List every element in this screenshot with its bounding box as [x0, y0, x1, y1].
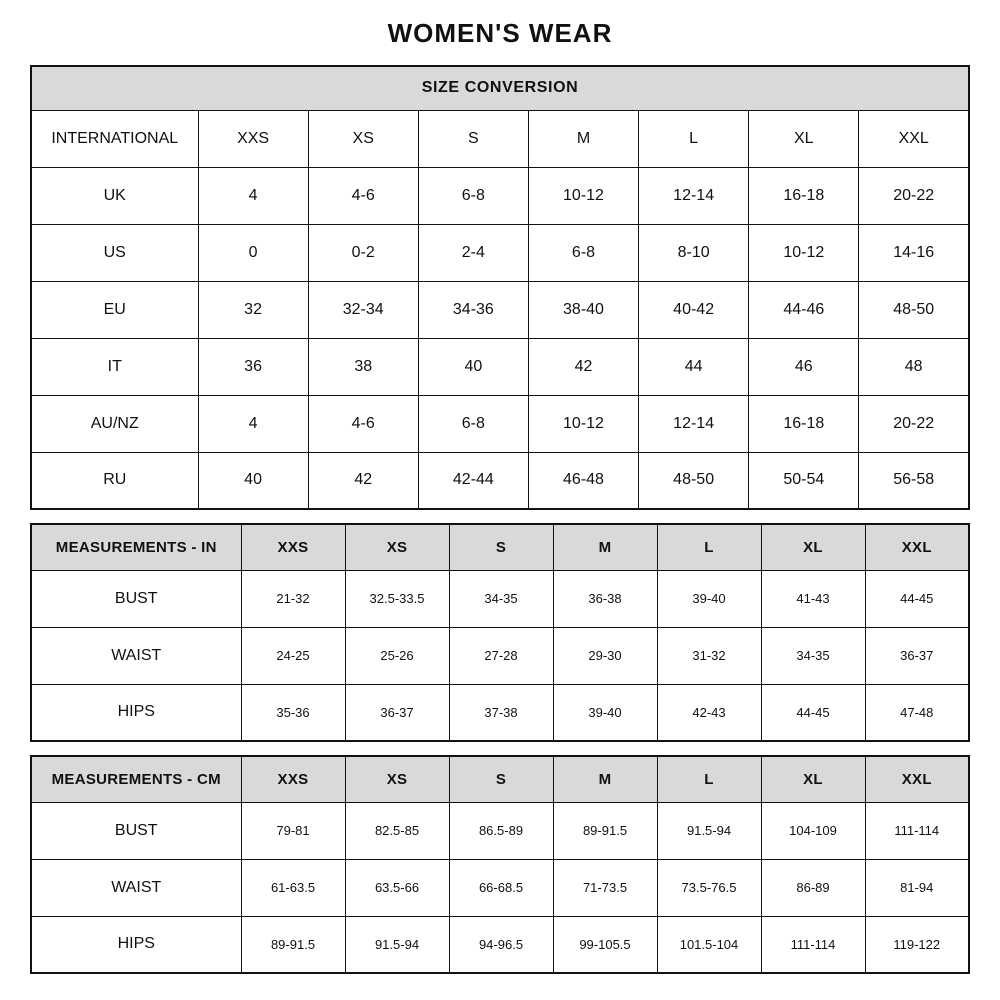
size-cell: 16-18 — [749, 395, 859, 452]
size-cell: 8-10 — [639, 224, 749, 281]
measurement-cell: 21-32 — [241, 570, 345, 627]
table-row — [31, 452, 969, 509]
size-cell: 14-16 — [859, 224, 969, 281]
row-label: IT — [31, 338, 198, 395]
size-header-cell: S — [449, 756, 553, 802]
size-cell: 20-22 — [859, 395, 969, 452]
measurement-cell: 89-91.5 — [553, 802, 657, 859]
table-row — [31, 570, 969, 627]
measurement-cell: 37-38 — [449, 684, 553, 741]
size-header-cell: XS — [345, 756, 449, 802]
measurement-cell: 24-25 — [241, 627, 345, 684]
measurement-cell: 39-40 — [553, 684, 657, 741]
measurement-cell: 41-43 — [761, 570, 865, 627]
row-label: BUST — [31, 570, 241, 627]
measurement-cell: 71-73.5 — [553, 859, 657, 916]
measurement-cell: 111-114 — [761, 916, 865, 973]
size-cell: 42 — [308, 452, 418, 509]
size-header-cell: XL — [761, 524, 865, 570]
measurement-cell: 36-37 — [345, 684, 449, 741]
table-row — [31, 684, 969, 741]
size-cell: M — [528, 110, 638, 167]
size-cell: 6-8 — [528, 224, 638, 281]
measurement-cell: 39-40 — [657, 570, 761, 627]
size-cell: 50-54 — [749, 452, 859, 509]
size-header-cell: S — [449, 524, 553, 570]
size-cell: 20-22 — [859, 167, 969, 224]
size-cell: 32 — [198, 281, 308, 338]
measurement-cell: 66-68.5 — [449, 859, 553, 916]
size-cell: 46-48 — [528, 452, 638, 509]
size-cell: S — [418, 110, 528, 167]
size-cell: 16-18 — [749, 167, 859, 224]
measurement-cell: 36-37 — [865, 627, 969, 684]
measurement-cell: 61-63.5 — [241, 859, 345, 916]
measurement-cell: 35-36 — [241, 684, 345, 741]
table-header-row — [31, 756, 969, 802]
size-cell: 4-6 — [308, 395, 418, 452]
size-cell: 38-40 — [528, 281, 638, 338]
size-cell: 6-8 — [418, 167, 528, 224]
row-label: WAIST — [31, 627, 241, 684]
measurement-cell: 34-35 — [449, 570, 553, 627]
size-cell: L — [639, 110, 749, 167]
size-header-cell: XS — [345, 524, 449, 570]
measurement-cell: 79-81 — [241, 802, 345, 859]
size-cell: 0-2 — [308, 224, 418, 281]
size-cell: 4-6 — [308, 167, 418, 224]
row-label: RU — [31, 452, 198, 509]
size-cell: XS — [308, 110, 418, 167]
measurement-cell: 44-45 — [761, 684, 865, 741]
measurement-cell: 111-114 — [865, 802, 969, 859]
measurement-cell: 91.5-94 — [345, 916, 449, 973]
measurement-cell: 104-109 — [761, 802, 865, 859]
measurement-cell: 82.5-85 — [345, 802, 449, 859]
size-cell: XXL — [859, 110, 969, 167]
size-cell: 10-12 — [528, 167, 638, 224]
table-row — [31, 224, 969, 281]
measurement-cell: 34-35 — [761, 627, 865, 684]
table-header-row — [31, 524, 969, 570]
size-cell: 12-14 — [639, 395, 749, 452]
size-cell: 2-4 — [418, 224, 528, 281]
size-cell: XL — [749, 110, 859, 167]
measurement-cell: 86.5-89 — [449, 802, 553, 859]
page-title: WOMEN'S WEAR — [387, 18, 613, 48]
measurement-cell: 119-122 — [865, 916, 969, 973]
measurement-cell: 36-38 — [553, 570, 657, 627]
table-row — [31, 916, 969, 973]
size-cell: 56-58 — [859, 452, 969, 509]
table-row — [31, 859, 969, 916]
row-label: UK — [31, 167, 198, 224]
size-cell: 10-12 — [528, 395, 638, 452]
size-cell: 44 — [639, 338, 749, 395]
size-cell: 10-12 — [749, 224, 859, 281]
measurement-cell: 81-94 — [865, 859, 969, 916]
measurement-cell: 89-91.5 — [241, 916, 345, 973]
size-cell: 4 — [198, 167, 308, 224]
size-cell: 42 — [528, 338, 638, 395]
measurement-cell: 91.5-94 — [657, 802, 761, 859]
size-header-cell: L — [657, 524, 761, 570]
measurement-cell: 63.5-66 — [345, 859, 449, 916]
table-header-row — [31, 66, 969, 110]
size-cell: 36 — [198, 338, 308, 395]
size-cell: XXS — [198, 110, 308, 167]
table-row — [31, 627, 969, 684]
measurement-cell: 47-48 — [865, 684, 969, 741]
size-cell: 40-42 — [639, 281, 749, 338]
size-cell: 38 — [308, 338, 418, 395]
size-cell: 48-50 — [639, 452, 749, 509]
size-header-cell: M — [553, 524, 657, 570]
table-row — [31, 281, 969, 338]
row-label: EU — [31, 281, 198, 338]
size-header-cell: XL — [761, 756, 865, 802]
size-header-cell: XXS — [241, 524, 345, 570]
measurement-cell: 73.5-76.5 — [657, 859, 761, 916]
row-label: BUST — [31, 802, 241, 859]
table-row — [31, 338, 969, 395]
table-row — [31, 395, 969, 452]
size-header-cell: XXL — [865, 756, 969, 802]
size-cell: 32-34 — [308, 281, 418, 338]
size-cell: 12-14 — [639, 167, 749, 224]
table-row — [31, 167, 969, 224]
size-cell: 46 — [749, 338, 859, 395]
measurement-cell: 99-105.5 — [553, 916, 657, 973]
size-cell: 0 — [198, 224, 308, 281]
size-cell: 34-36 — [418, 281, 528, 338]
row-label: AU/NZ — [31, 395, 198, 452]
size-cell: 48 — [859, 338, 969, 395]
measurements-cm-table — [30, 755, 970, 974]
measurement-cell: 101.5-104 — [657, 916, 761, 973]
measurement-cell: 31-32 — [657, 627, 761, 684]
size-cell: 6-8 — [418, 395, 528, 452]
size-cell: 44-46 — [749, 281, 859, 338]
measurement-cell: 44-45 — [865, 570, 969, 627]
size-header-cell: L — [657, 756, 761, 802]
row-label: HIPS — [31, 916, 241, 973]
measurement-cell: 42-43 — [657, 684, 761, 741]
size-cell: 48-50 — [859, 281, 969, 338]
size-header-cell: M — [553, 756, 657, 802]
size-conversion-header: SIZE CONVERSION — [31, 66, 969, 110]
measurements-cm-header: MEASUREMENTS - CM — [31, 756, 241, 802]
measurement-cell: 25-26 — [345, 627, 449, 684]
size-cell: 4 — [198, 395, 308, 452]
size-conversion-table — [30, 65, 970, 510]
size-cell: 42-44 — [418, 452, 528, 509]
table-row — [31, 110, 969, 167]
size-header-cell: XXL — [865, 524, 969, 570]
row-label: WAIST — [31, 859, 241, 916]
table-row — [31, 802, 969, 859]
measurements-in-table — [30, 523, 970, 742]
row-label: US — [31, 224, 198, 281]
size-cell: 40 — [418, 338, 528, 395]
measurement-cell: 27-28 — [449, 627, 553, 684]
size-cell: 40 — [198, 452, 308, 509]
row-label: INTERNATIONAL — [31, 110, 198, 167]
measurement-cell: 94-96.5 — [449, 916, 553, 973]
measurement-cell: 32.5-33.5 — [345, 570, 449, 627]
row-label: HIPS — [31, 684, 241, 741]
measurements-in-header: MEASUREMENTS - IN — [31, 524, 241, 570]
measurement-cell: 86-89 — [761, 859, 865, 916]
size-header-cell: XXS — [241, 756, 345, 802]
measurement-cell: 29-30 — [553, 627, 657, 684]
